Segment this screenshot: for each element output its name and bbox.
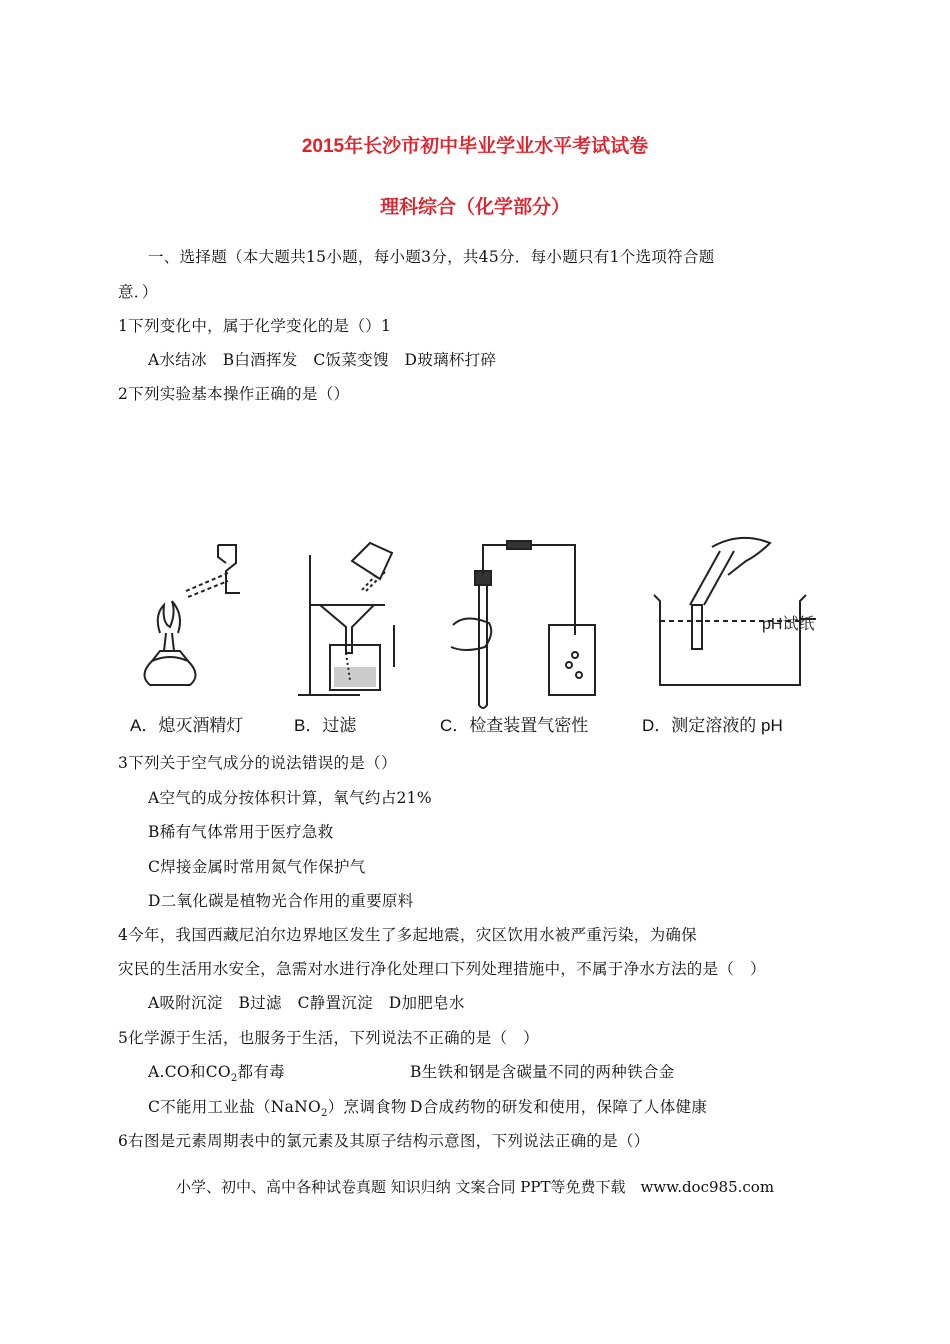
page-title: 2015年长沙市初中毕业学业水平考试试卷 [301, 136, 649, 157]
question-4-stem-cont: 灾民的生活用水安全，急需对水进行净化处理口下列处理措施中，不属于净水方法的是（ ） [118, 960, 766, 978]
figure-d-ph-test [650, 535, 850, 705]
figure-a-caption: A．熄灭酒精灯 [130, 716, 244, 735]
option-a-subscript: 2 [230, 1073, 238, 1085]
option-a-text: A.CO和CO [148, 1063, 231, 1081]
question-3-option-b: B稀有气体常用于医疗急救 [148, 823, 334, 841]
question-3-option-c: C焊接金属时常用氮气作保护气 [148, 858, 366, 876]
section-heading: 一、选择题（本大题共15小题，每小题3分，共45分．每小题只有1个选项符合题 [148, 248, 715, 266]
option-a-suffix: 都有毒 [237, 1063, 285, 1081]
figure-b-caption: B．过滤 [294, 716, 357, 735]
question-5-option-a [148, 1060, 285, 1084]
ph-paper-label: pH试纸 [762, 616, 815, 633]
figure-c-caption: C．检查装置气密性 [440, 716, 589, 735]
question-5-option-d: D合成药物的研发和使用，保障了人体健康 [410, 1098, 708, 1116]
question-5-stem: 5化学源于生活，也服务于生活，下列说法不正确的是（ ） [118, 1029, 539, 1047]
option-c-text: C不能用工业盐（NaNO [148, 1098, 322, 1116]
question-3-option-a: A空气的成分按体积计算，氧气约占21% [148, 789, 432, 807]
option-c-suffix: ）烹调食物 [327, 1098, 407, 1116]
question-5-option-c [148, 1095, 407, 1119]
option-c-subscript: 2 [321, 1108, 328, 1120]
question-3-option-d: D二氧化碳是植物光合作用的重要原料 [148, 892, 414, 910]
question-6-stem: 6右图是元素周期表中的氯元素及其原子结构示意图，下列说法正确的是（） [118, 1132, 650, 1150]
page-subtitle: 理科综合（化学部分） [379, 197, 570, 218]
section-heading-cont: 意．） [118, 283, 158, 301]
question-1-options: A水结冰 B白酒挥发 C饭菜变馊 D玻璃杯打碎 [148, 351, 497, 369]
figure-c-airtightness [445, 535, 605, 710]
page-footer: 小学、初中、高中各种试卷真题 知识归纳 文案合同 PPT等免费下载 www.doc985.com [175, 1178, 775, 1196]
figure-a-alcohol-lamp [130, 535, 250, 705]
question-1-stem: 1下列变化中，属于化学变化的是（）1 [118, 317, 392, 335]
figure-d-caption: D．测定溶液的 pH [642, 716, 783, 735]
question-5-option-b: B生铁和钢是含碳量不同的两种铁合金 [410, 1063, 675, 1081]
question-4-stem: 4今年，我国西藏尼泊尔边界地区发生了多起地震，灾区饮用水被严重污染，为确保 [118, 926, 697, 944]
figure-b-filtration [290, 535, 440, 710]
question-3-stem: 3下列关于空气成分的说法错误的是（） [118, 754, 397, 772]
question-4-options: A吸附沉淀 B过滤 C静置沉淀 D加肥皂水 [148, 994, 465, 1012]
question-2-stem: 2下列实验基本操作正确的是（） [118, 385, 350, 403]
